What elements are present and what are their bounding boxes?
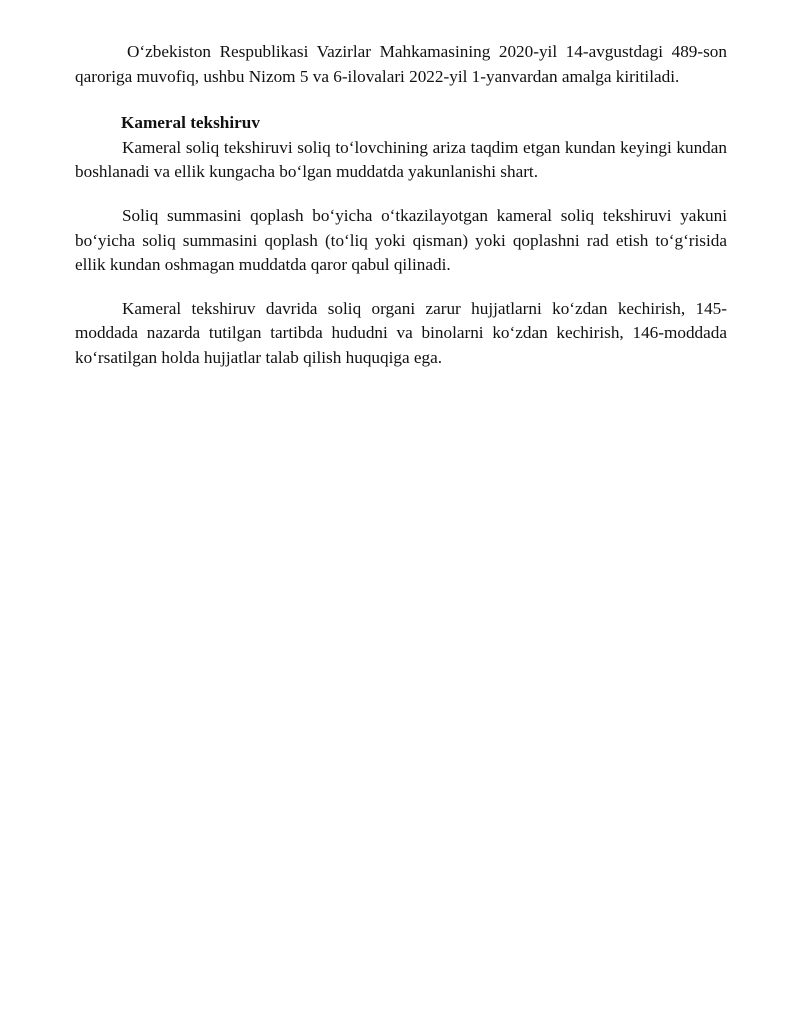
body-paragraph: Kameral tekshiruv davrida soliq organi zarur hujjatlarni koʻzdan kechirish, 145-moddada nazarda tutilgan tartibda hududni va binolarni koʻzdan kechirish, 146-moddada koʻrsatilgan holda hujjatlar talab qilish huquqiga ega. (75, 298, 727, 367)
body-paragraph: Kameral soliq tekshiruvi soliq toʻlovchining ariza taqdim etgan kundan keyingi kundan boshlanadi va ellik kungacha boʻlgan muddatda yakunlanishi shart. (75, 137, 727, 182)
body-paragraph: Soliq summasini qoplash boʻyicha oʻtkazilayotgan kameral soliq tekshiruvi yakuni boʻyicha soliq summasini qoplash (toʻliq yoki qisman) yoki qoplashni rad etish toʻgʻrisida ellik kundan oshmagan muddatda qaror qabul qilinadi. (75, 205, 727, 275)
section-heading: Kameral tekshiruv (121, 113, 260, 133)
intro-paragraph: Oʻzbekiston Respublikasi Vazirlar Mahkamasining 2020-yil 14-avgustdagi 489-son qaroriga muvofiq, ushbu Nizom 5 va 6-ilovalari 2022-yil 1-yanvardan amalga kiritiladi. (75, 42, 727, 86)
document-page (75, 40, 727, 371)
